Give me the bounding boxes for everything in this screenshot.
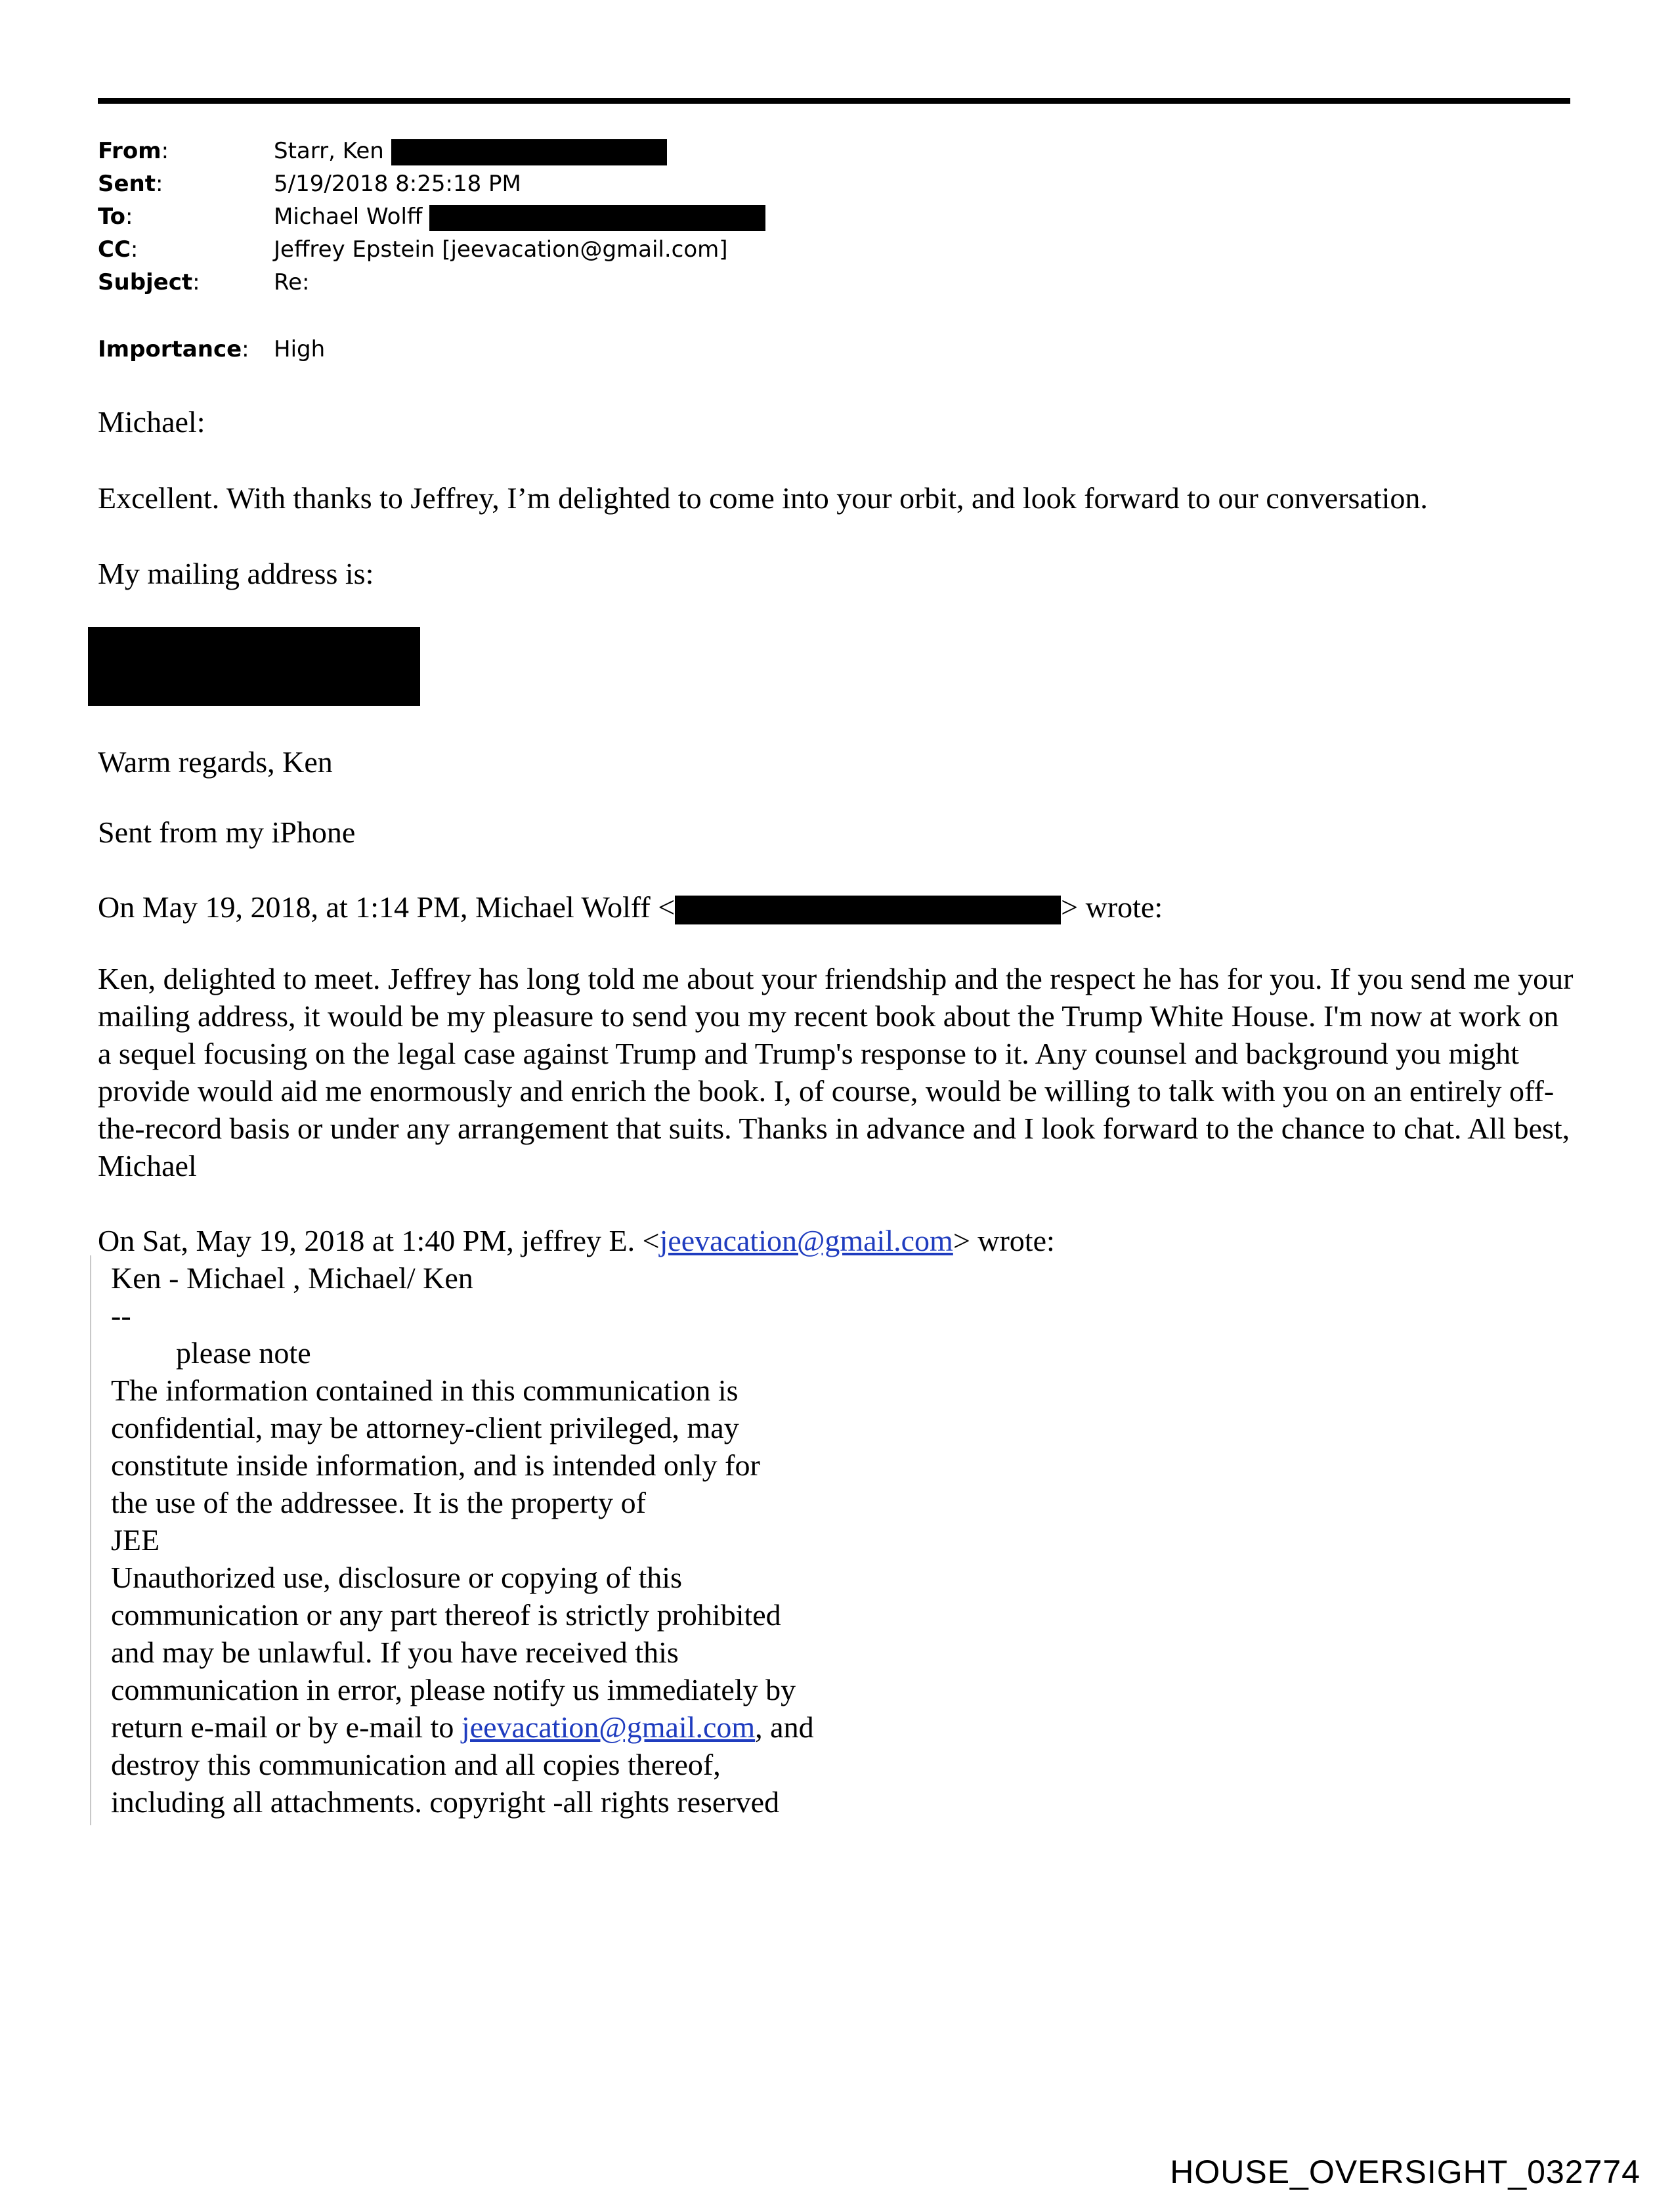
disclaimer-line: confidential, may be attorney-client privileged, may bbox=[111, 1411, 739, 1444]
redaction-box bbox=[429, 205, 765, 231]
quote-bar bbox=[90, 1255, 91, 1825]
from-value: Starr, Ken bbox=[274, 135, 667, 167]
disclaimer-line: including all attachments. copyright -all rights reserved bbox=[111, 1785, 780, 1819]
disclaimer-line: destroy this communication and all copies thereof, bbox=[111, 1748, 721, 1781]
disclaimer-line: communication in error, please notify us immediately by bbox=[111, 1673, 796, 1706]
disclaimer-line: return e-mail or by e-mail to jeevacation@gmail.com, and bbox=[111, 1710, 814, 1744]
from-label: From: bbox=[98, 138, 169, 164]
please-note: please note bbox=[176, 1336, 311, 1370]
disclaimer-line: JEE bbox=[111, 1523, 160, 1557]
disclaimer-line: the use of the addressee. It is the property of bbox=[111, 1486, 646, 1519]
signature-separator: -- bbox=[111, 1299, 131, 1332]
reply1-intro: On May 19, 2018, at 1:14 PM, Michael Wolff < > wrote: bbox=[98, 890, 1163, 924]
to-label: To: bbox=[98, 204, 133, 230]
subject-label: Subject: bbox=[98, 269, 200, 295]
disclaimer-line: The information contained in this communication is bbox=[111, 1374, 739, 1407]
sent-value: 5/19/2018 8:25:18 PM bbox=[274, 171, 521, 197]
redaction-box bbox=[675, 896, 1061, 924]
importance-value: High bbox=[274, 336, 326, 362]
cc-value: Jeffrey Epstein [jeevacation@gmail.com] bbox=[274, 236, 728, 263]
mailing-address-line: My mailing address is: bbox=[98, 557, 374, 590]
subject-value: Re: bbox=[274, 269, 310, 295]
disclaimer-line: communication or any part thereof is strictly prohibited bbox=[111, 1598, 781, 1632]
sent-label: Sent: bbox=[98, 171, 163, 197]
reply2-greeting: Ken - Michael , Michael/ Ken bbox=[111, 1261, 473, 1295]
body-paragraph: Excellent. With thanks to Jeffrey, I’m delighted to come into your orbit, and look forward to our conversation. bbox=[98, 481, 1428, 515]
reply1-body: Ken, delighted to meet. Jeffrey has long told me about your friendship and the respect he has for you. If you send me your mailing address, it would be my pleasure to send you my recent book about the Trump White House. I'm now at work on a sequel focusing on the legal case against Trump and Trump's response to it. Any counsel and background you might provide would aid me enormously and enrich the book. I, of course, would be willing to talk with you on an entirely off-the-record basis or under any arrangement that suits. Thanks in advance and I look forward to the chance to chat. All best, Michael bbox=[98, 962, 1574, 1182]
cc-label: CC: bbox=[98, 236, 139, 263]
sent-from-line: Sent from my iPhone bbox=[98, 815, 356, 849]
importance-label: Importance: bbox=[98, 336, 249, 362]
disclaimer-line: Unauthorized use, disclosure or copying of this bbox=[111, 1561, 682, 1594]
top-rule bbox=[98, 98, 1570, 104]
salutation: Michael: bbox=[98, 405, 205, 439]
email-link[interactable]: jeevacation@gmail.com bbox=[461, 1710, 756, 1744]
reply2-intro: On Sat, May 19, 2018 at 1:40 PM, jeffrey E. <jeevacation@gmail.com> wrote: bbox=[98, 1224, 1055, 1257]
signoff: Warm regards, Ken bbox=[98, 745, 333, 779]
to-value: Michael Wolff bbox=[274, 200, 765, 233]
bates-number: HOUSE_OVERSIGHT_032774 bbox=[1170, 2154, 1641, 2190]
disclaimer-line: and may be unlawful. If you have received this bbox=[111, 1636, 679, 1669]
redaction-box bbox=[391, 139, 667, 165]
email-link[interactable]: jeevacation@gmail.com bbox=[659, 1224, 953, 1257]
redacted-address-box bbox=[88, 627, 420, 706]
disclaimer-line: constitute inside information, and is intended only for bbox=[111, 1448, 760, 1482]
